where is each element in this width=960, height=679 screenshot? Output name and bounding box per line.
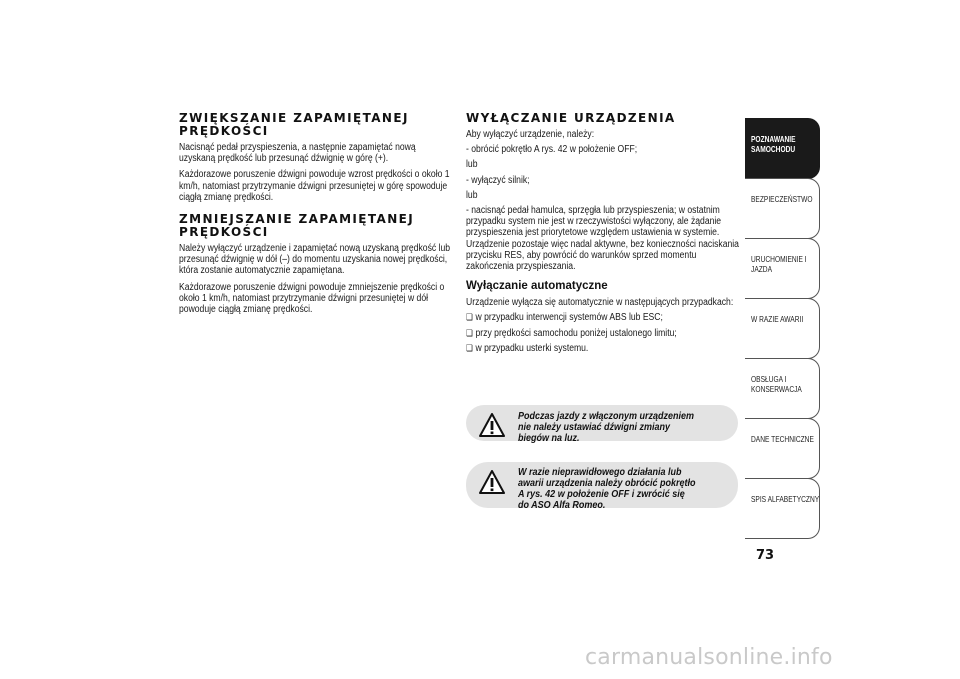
tab-uruchomienie-i-jazda[interactable] (745, 238, 820, 299)
tab-bezpieczenstwo[interactable] (745, 178, 820, 239)
warning-icon (479, 413, 505, 437)
tab-label: OBSŁUGA I KONSERWACJA (751, 374, 802, 394)
tab-dane-techniczne[interactable] (745, 418, 820, 479)
tab-label: SPIS ALFABETYCZNY (751, 494, 820, 504)
list-item: ❏ w przypadku usterki systemu. (466, 343, 739, 354)
tab-label: W RAZIE AWARII (751, 314, 804, 324)
paragraph: Należy wyłączyć urządzenie i zapamiętać nową uzyskaną prędkość lub przesunąć dźwignię w dół (–) do momentu uzyskania nowej prędkości, która zostanie automatycznie zapamiętana. (179, 243, 451, 277)
paragraph: Aby wyłączyć urządzenie, należy: (466, 129, 595, 140)
warning-box (466, 405, 738, 444)
tab-label: DANE TECHNICZNE (751, 434, 814, 444)
tab-poznawanie-samochodu[interactable] (745, 118, 820, 179)
paragraph: Nacisnąć pedał przyspieszenia, a następnie zapamiętać nową uzyskaną prędkość lub przesunąć dźwignię w górę (+). (179, 142, 416, 165)
chapter-index (745, 118, 820, 539)
heading-auto-off: Wyłączanie automatyczne (466, 280, 608, 293)
tab-label: BEZPIECZEŃSTWO (751, 194, 813, 204)
paragraph: lub (466, 189, 478, 201)
tab-label: POZNAWANIE SAMOCHODU (751, 134, 796, 154)
left-column (179, 112, 454, 320)
watermark: carmanualsonline.info (585, 645, 833, 670)
right-column (466, 112, 740, 358)
heading-increase-speed: ZWIĘKSZANIE ZAPAMIĘTANEJ PRĘDKOŚCI (179, 111, 409, 138)
paragraph: Każdorazowe poruszenie dźwigni powoduje wzrost prędkości o około 1 km/h, natomiast przytrzymanie dźwigni przesuniętej w górę spowoduje ciągłą zmianę prędkości. (179, 169, 450, 203)
heading-decrease-speed: ZMNIEJSZANIE ZAPAMIĘTANEJ PRĘDKOŚCI (179, 212, 415, 240)
warning-icon (479, 470, 505, 494)
warning-text: W razie nieprawidłowego działania lub awarii urządzenia należy obrócić pokrętło A rys. 42 w położenie OFF i zwrócić się do ASO Alfa Romeo. (518, 467, 696, 511)
page-number: 73 (756, 548, 775, 563)
warning-box (466, 462, 738, 511)
tab-spis-alfabetyczny[interactable] (745, 478, 820, 539)
tab-w-razie-awarii[interactable] (745, 298, 820, 359)
paragraph: - obrócić pokrętło A rys. 42 w położenie OFF; (466, 144, 638, 156)
paragraph: - nacisnąć pedał hamulca, sprzęgła lub przyspieszenia; w ostatnim przypadku system nie jest w rzeczywistości wyłączony, ale żądanie przyspieszenia jest priorytetowe względem ustawienia w systemie. Urządzenie pozostaje więc nadal aktywne, bez konieczności naciskania przycisku RES, aby powrócić do warunków sprzed momentu zakończenia przyspieszania. (466, 205, 739, 273)
paragraph: - wyłączyć silnik; (466, 174, 530, 186)
heading-device-off: WYŁĄCZANIE URZĄDZENIA (466, 111, 676, 125)
tab-label: URUCHOMIENIE I JAZDA (751, 254, 807, 274)
tab-obsluga-i-konserwacja[interactable] (745, 358, 820, 419)
list-item: ❏ w przypadku interwencji systemów ABS lub ESC; (466, 312, 739, 323)
warning-text: Podczas jazdy z włączonym urządzeniem nie należy ustawiać dźwigni zmiany biegów na luz. (518, 411, 695, 444)
paragraph: lub (466, 159, 478, 171)
list-item: ❏ przy prędkości samochodu poniżej ustalonego limitu; (466, 328, 739, 339)
paragraph: Każdorazowe poruszenie dźwigni powoduje zmniejszenie prędkości o około 1 km/h, natomiast przytrzymanie dźwigni przesuniętej w dół powoduje ciągłą zmianę prędkości. (179, 281, 445, 316)
paragraph: Urządzenie wyłącza się automatycznie w następujących przypadkach: (466, 297, 734, 309)
